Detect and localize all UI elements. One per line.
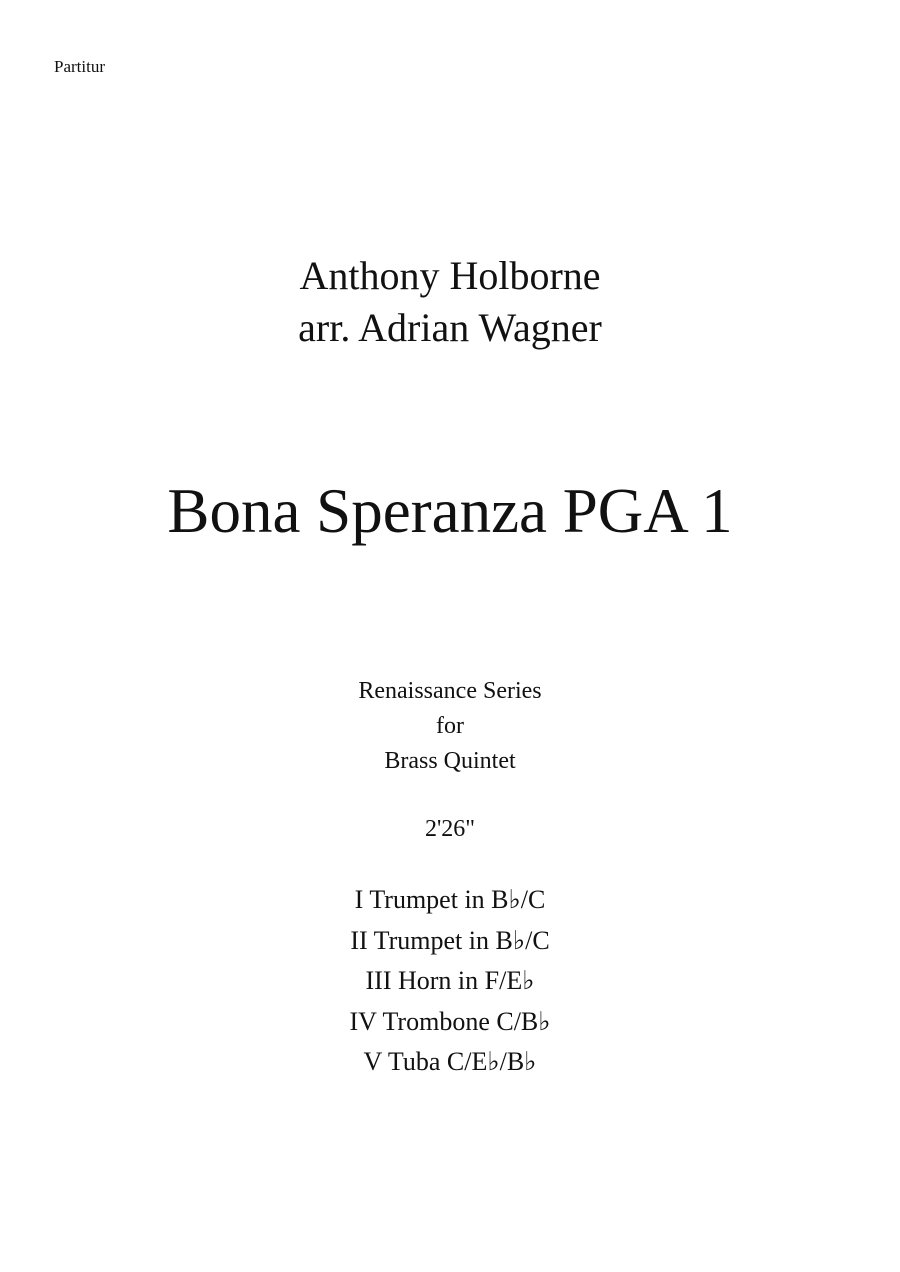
composer-name: Anthony Holborne bbox=[299, 253, 601, 298]
instrument-item: V Tuba C/E♭/B♭ bbox=[363, 1047, 537, 1076]
instrument-item: III Horn in F/E♭ bbox=[365, 966, 535, 995]
credits-block bbox=[0, 250, 900, 354]
series-name: Renaissance Series bbox=[358, 678, 542, 704]
for-word: for bbox=[436, 713, 464, 739]
partitur-label: Partitur bbox=[54, 57, 105, 76]
instrument-item: II Trumpet in B♭/C bbox=[350, 925, 550, 955]
duration: 2'26" bbox=[424, 816, 476, 842]
instrument-list bbox=[0, 880, 900, 1083]
arranger-name: arr. Adrian Wagner bbox=[298, 305, 602, 350]
ensemble-name: Brass Quintet bbox=[384, 748, 516, 774]
instrument-item: IV Trombone C/B♭ bbox=[349, 1006, 551, 1036]
piece-title: Bona Speranza PGA 1 bbox=[167, 476, 733, 546]
instrument-item: I Trumpet in B♭/C bbox=[354, 885, 546, 914]
series-block bbox=[0, 674, 900, 779]
